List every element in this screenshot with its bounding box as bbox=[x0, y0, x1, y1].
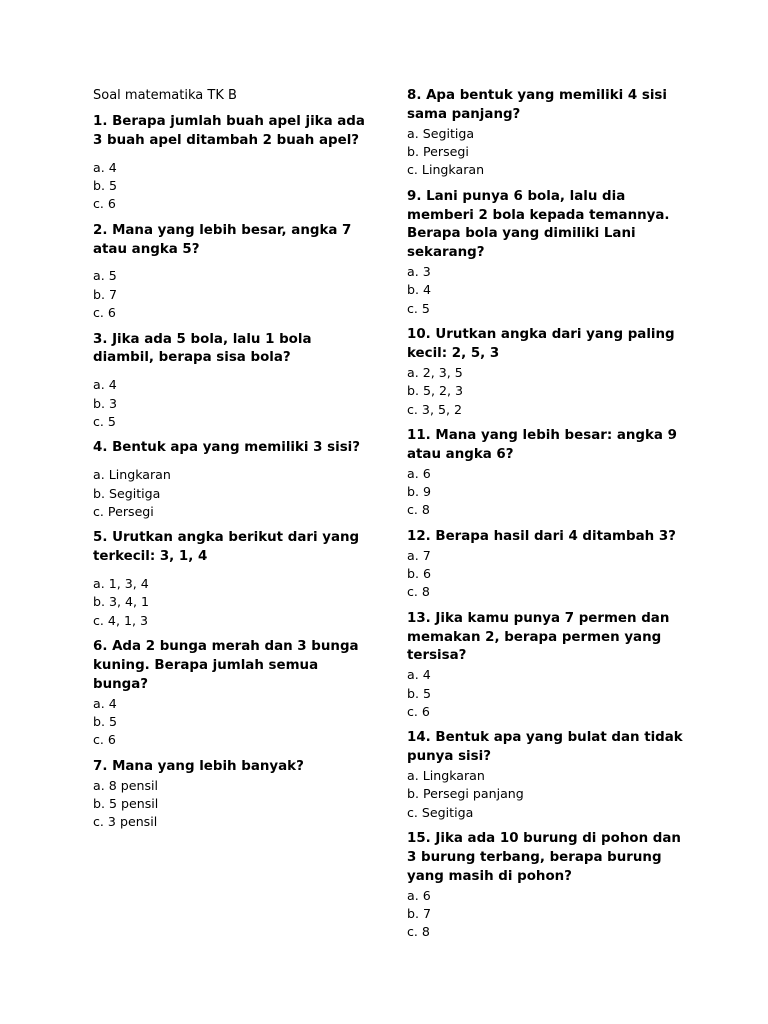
answer-option: c. Lingkaran bbox=[407, 162, 485, 178]
answer-option: a. Segitiga bbox=[407, 125, 475, 141]
answer-option: b. 3, 4, 1 bbox=[93, 594, 150, 610]
answer-options bbox=[93, 777, 373, 832]
question-item bbox=[407, 427, 687, 520]
answer-option: b. 3 bbox=[93, 395, 118, 411]
answer-option: a. Lingkaran bbox=[407, 768, 485, 784]
answer-option: c. 3, 5, 2 bbox=[407, 401, 462, 417]
answer-option: a. 4 bbox=[93, 377, 117, 393]
answer-options bbox=[93, 376, 373, 431]
question-text: 7. Mana yang lebih banyak? bbox=[93, 758, 304, 774]
answer-options bbox=[93, 159, 373, 214]
question-text: 13. Jika kamu punya 7 permen dan memakan 2, berapa permen yang tersisa? bbox=[407, 610, 670, 664]
answer-option: b. 4 bbox=[407, 282, 432, 298]
answer-option: b. 9 bbox=[407, 484, 432, 500]
question-text: 5. Urutkan angka berikut dari yang terkecil: 3, 1, 4 bbox=[93, 530, 360, 565]
question-text: 6. Ada 2 bunga merah dan 3 bunga kuning. Berapa jumlah semua bunga? bbox=[93, 639, 359, 692]
right-column bbox=[407, 87, 687, 950]
answer-option: c. 6 bbox=[93, 732, 116, 748]
question-item bbox=[93, 439, 373, 521]
answer-option: b. Persegi panjang bbox=[407, 786, 524, 802]
answer-option: c. 6 bbox=[93, 196, 116, 212]
question-text: 12. Berapa hasil dari 4 ditambah 3? bbox=[407, 528, 676, 544]
question-item bbox=[93, 222, 373, 323]
question-item bbox=[407, 188, 687, 318]
answer-option: b. 5 bbox=[93, 714, 118, 730]
answer-options bbox=[407, 263, 687, 318]
question-item bbox=[407, 830, 687, 942]
answer-option: a. 8 pensil bbox=[93, 777, 159, 793]
question-text: 8. Apa bentuk yang memiliki 4 sisi sama panjang? bbox=[407, 88, 667, 122]
answer-option: a. 3 bbox=[407, 264, 431, 279]
question-text: 14. Bentuk apa yang bulat dan tidak punya sisi? bbox=[407, 730, 683, 765]
question-item bbox=[93, 331, 373, 432]
question-text: 10. Urutkan angka dari yang paling kecil: 2, 5, 3 bbox=[407, 327, 675, 362]
answer-options bbox=[407, 364, 687, 419]
left-column bbox=[93, 87, 373, 840]
answer-options bbox=[93, 695, 373, 750]
answer-option: a. 7 bbox=[407, 547, 431, 563]
answer-options bbox=[93, 267, 373, 322]
answer-option: a. 1, 3, 4 bbox=[93, 576, 149, 592]
question-text: 3. Jika ada 5 bola, lalu 1 bola diambil, berapa sisa bola? bbox=[93, 331, 312, 366]
answer-option: c. 8 bbox=[407, 924, 430, 940]
answer-options bbox=[407, 887, 687, 942]
answer-options bbox=[407, 547, 687, 602]
question-item bbox=[407, 326, 687, 419]
question-item bbox=[407, 610, 687, 722]
answer-options bbox=[407, 767, 687, 822]
question-item bbox=[93, 758, 373, 832]
answer-option: c. 6 bbox=[93, 305, 116, 321]
answer-option: a. 4 bbox=[407, 667, 431, 683]
question-item bbox=[93, 638, 373, 750]
answer-option: c. Persegi bbox=[93, 504, 154, 520]
answer-option: b. 5 bbox=[407, 685, 432, 701]
answer-option: a. 2, 3, 5 bbox=[407, 364, 463, 380]
question-text: 1. Berapa jumlah buah apel jika ada 3 buah apel ditambah 2 buah apel? bbox=[93, 114, 365, 148]
answer-option: a. 5 bbox=[93, 268, 117, 284]
question-item bbox=[93, 113, 373, 214]
answer-option: b. Persegi bbox=[407, 144, 469, 159]
question-list-left bbox=[93, 113, 373, 832]
answer-option: c. 8 bbox=[407, 584, 430, 600]
answer-option: c. 6 bbox=[407, 704, 430, 720]
answer-option: a. 4 bbox=[93, 159, 117, 175]
question-item bbox=[407, 528, 687, 602]
answer-option: a. 4 bbox=[93, 695, 117, 711]
answer-option: b. 5, 2, 3 bbox=[407, 383, 464, 399]
question-text: 9. Lani punya 6 bola, lalu dia memberi 2 bola kepada temannya. Berapa bola yang dimiliki Lani sekarang? bbox=[407, 188, 670, 261]
answer-option: c. 4, 1, 3 bbox=[93, 612, 148, 628]
answer-option: b. Segitiga bbox=[93, 485, 161, 501]
answer-option: c. Segitiga bbox=[407, 804, 474, 820]
answer-options bbox=[407, 125, 687, 180]
answer-option: b. 5 bbox=[93, 178, 118, 193]
question-text: 15. Jika ada 10 burung di pohon dan 3 burung terbang, berapa burung yang masih di pohon? bbox=[407, 831, 681, 884]
question-item bbox=[407, 729, 687, 822]
answer-options bbox=[407, 666, 687, 721]
question-item bbox=[407, 87, 687, 180]
answer-option: c. 5 bbox=[93, 414, 116, 430]
document-title: Soal matematika TK B bbox=[93, 88, 237, 103]
question-text: 11. Mana yang lebih besar: angka 9 atau angka 6? bbox=[407, 428, 677, 462]
answer-options bbox=[93, 466, 373, 521]
answer-option: b. 5 pensil bbox=[93, 796, 159, 812]
answer-option: a. Lingkaran bbox=[93, 467, 171, 483]
answer-option: b. 7 bbox=[407, 906, 432, 922]
answer-option: c. 3 pensil bbox=[93, 814, 158, 830]
question-list-right bbox=[407, 87, 687, 942]
answer-options bbox=[407, 465, 687, 520]
question-item bbox=[93, 529, 373, 630]
answer-option: a. 6 bbox=[407, 465, 431, 481]
answer-options bbox=[93, 575, 373, 630]
question-text: 4. Bentuk apa yang memiliki 3 sisi? bbox=[93, 440, 361, 456]
question-text: 2. Mana yang lebih besar, angka 7 atau angka 5? bbox=[93, 222, 352, 257]
answer-option: b. 6 bbox=[407, 566, 432, 582]
answer-option: a. 6 bbox=[407, 887, 431, 903]
answer-option: c. 8 bbox=[407, 502, 430, 518]
answer-option: b. 7 bbox=[93, 286, 118, 302]
answer-option: c. 5 bbox=[407, 300, 430, 316]
